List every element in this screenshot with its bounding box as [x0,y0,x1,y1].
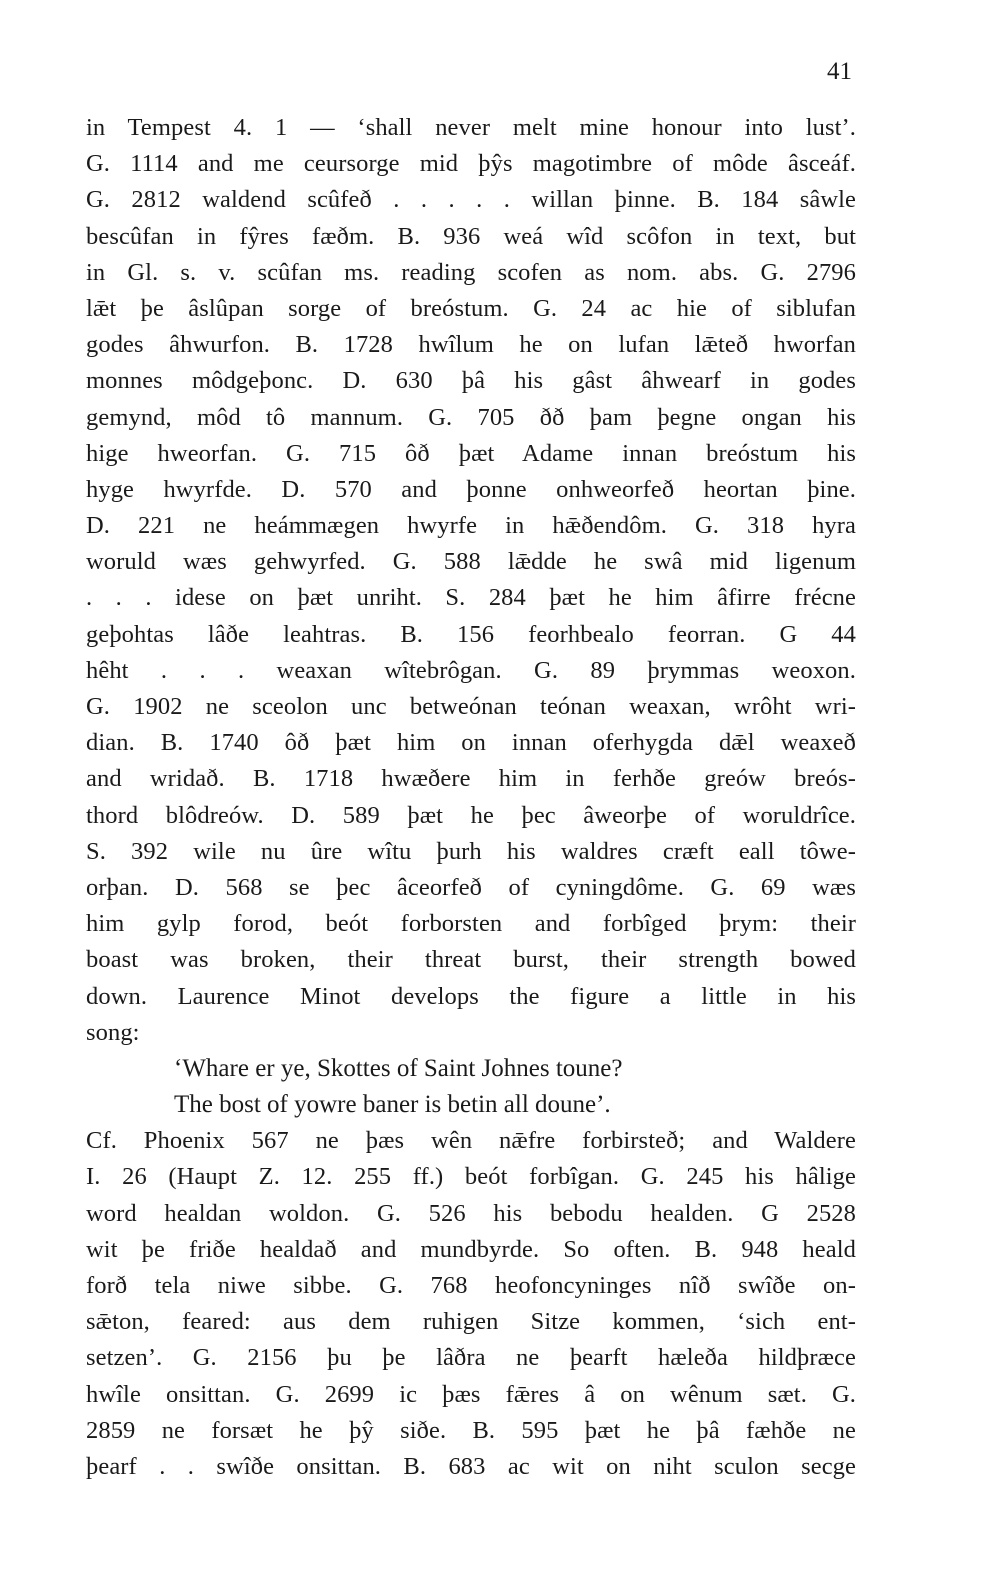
text-line: G. 2812 waldend scûfeð . . . . . willan þinne. B. 184 sâwle [86,186,856,214]
text-line: dian. B. 1740 ôð þæt him on innan oferhygda dǣl weaxeð [86,729,856,757]
page-number: 41 [827,58,852,85]
text-line: 2859 ne forsæt he þŷ siðe. B. 595 þæt he þâ fæhðe ne [86,1416,856,1444]
text-line: lǣt þe âslûpan sorge of breóstum. G. 24 ac hie of siblufan [86,294,856,322]
text-line: setzen’. G. 2156 þu þe lâðra ne þearft hæleða hildþræce [86,1344,856,1372]
text-line: hwîle onsittan. G. 2699 ic þæs fǣres â on wênum sæt. G. [86,1380,856,1408]
text-line: hige hweorfan. G. 715 ôð þæt Adame innan breóstum his [86,439,856,467]
text-line: down. Laurence Minot develops the figure a little in his [86,982,856,1010]
text-line: word healdan woldon. G. 526 his bebodu healden. G 2528 [86,1199,856,1227]
text-line: Cf. Phoenix 567 ne þæs wên nǣfre forbirsteð; and Waldere [86,1127,856,1155]
text-line: orþan. D. 568 se þec âceorfeð of cyningdôme. G. 69 wæs [86,873,856,901]
body-text [86,110,856,1485]
text-line: S. 392 wile nu ûre wîtu þurh his waldres cræft eall tôwe- [86,837,856,865]
text-line: in Tempest 4. 1 — ‘shall never melt mine honour into lust’. [86,114,856,141]
text-line: sǣton, feared: aus dem ruhigen Sitze kommen, ‘sich ent- [86,1308,856,1336]
text-line: in Gl. s. v. scûfan ms. reading scofen as nom. abs. G. 2796 [86,258,856,286]
text-line: G. 1114 and me ceursorge mid þŷs magotimbre of môde âsceáf. [86,150,856,178]
text-line: wit þe friðe healdað and mundbyrde. So often. B. 948 heald [86,1235,856,1263]
text-line: monnes môdgeþonc. D. 630 þâ his gâst âhwearf in godes [86,367,856,395]
text-line: godes âhwurfon. B. 1728 hwîlum he on lufan lǣteð hworfan [86,331,856,359]
text-line: forð tela niwe sibbe. G. 768 heofoncyninges nîð swîðe on- [86,1272,856,1299]
text-line: him gylp forod, beót forborsten and forbîged þrym: their [86,910,856,938]
poem-line: The bost of yowre baner is betin all doune’. [174,1091,611,1119]
poem-line: ‘Whare er ye, Skottes of Saint Johnes toune? [174,1054,623,1082]
text-line: þearf . . swîðe onsittan. B. 683 ac wit on niht sculon secge [86,1452,856,1480]
text-line: . . . idese on þæt unriht. S. 284 þæt he him âfirre frécne [86,584,856,612]
text-line: thord blôdreów. D. 589 þæt he þec âweorþe of woruldrîce. [86,801,856,829]
text-line: D. 221 ne heámmægen hwyrfe in hǣðendôm. G. 318 hyra [86,512,856,540]
text-line: geþohtas lâðe leahtras. B. 156 feorhbealo feorran. G 44 [86,620,856,648]
text-line: hêht . . . weaxan wîtebrôgan. G. 89 þrymmas weoxon. [86,656,856,684]
text-line: hyge hwyrfde. D. 570 and þonne onhweorfeð heortan þine. [86,475,856,503]
text-line: bescûfan in fŷres fæðm. B. 936 weá wîd scôfon in text, but [86,222,856,250]
text-line: boast was broken, their threat burst, their strength bowed [86,946,856,974]
text-line: woruld wæs gehwyrfed. G. 588 lǣdde he swâ mid ligenum [86,548,856,576]
text-line: and wridað. B. 1718 hwæðere him in ferhðe greów breós- [86,765,856,793]
text-line: gemynd, môd tô mannum. G. 705 ðð þam þegne ongan his [86,403,856,431]
text-line: G. 1902 ne sceolon unc betweónan teónan weaxan, wrôht wri- [86,693,856,720]
text-line: I. 26 (Haupt Z. 12. 255 ff.) beót forbîgan. G. 245 his hâlige [86,1163,856,1191]
text-line: song: [86,1018,140,1046]
